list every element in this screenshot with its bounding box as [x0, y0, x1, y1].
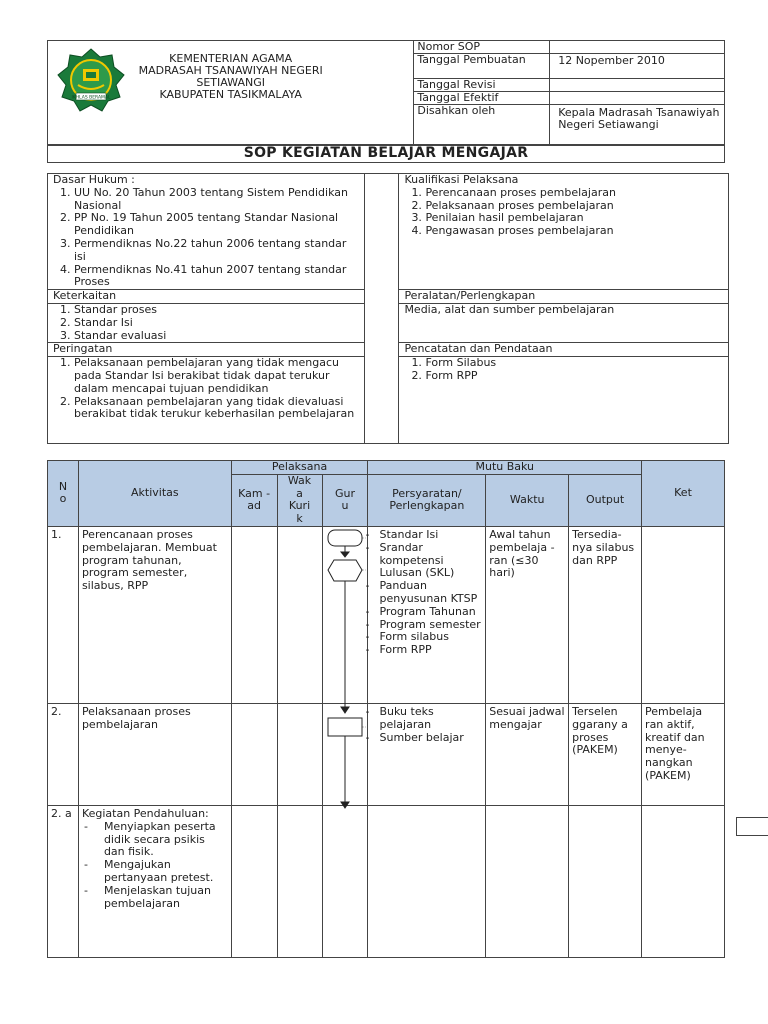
row-ket: Pembelaja ran aktif, kreatif dan menye- nangkan (PAKEM): [642, 703, 725, 805]
list-item: - Sumber belajar: [371, 732, 482, 745]
list-item: - Panduan penyusunan KTSP: [371, 580, 482, 606]
table-row: [48, 703, 725, 805]
org-line: KEMENTERIAN AGAMA: [169, 52, 293, 65]
field-value: Kepala Madrasah Tsanawiyah Negeri Setiawangi: [550, 105, 725, 146]
kualifikasi-section: [399, 174, 729, 290]
cell-guru: [322, 526, 368, 703]
row-ket: [642, 526, 725, 703]
table-row: [48, 805, 725, 957]
row-output: Tersedia- nya silabus dan RPP: [569, 526, 642, 703]
dasar-hukum-section: [48, 174, 365, 290]
list-item: 1. Form Silabus: [425, 357, 723, 370]
cell-wakakurik: [277, 703, 322, 805]
kualifikasi-list: [404, 187, 723, 238]
list-item: 2. Form RPP: [425, 370, 723, 383]
pencatatan-list: [404, 357, 723, 383]
keterkaitan-list: [53, 304, 359, 342]
list-item: 4. Permendiknas No.41 tahun 2007 tentang standar Proses: [74, 264, 359, 290]
row-waktu: Sesuai jadwal mengajar: [486, 703, 569, 805]
cell-guru: [322, 703, 368, 805]
row-output: Terselen ggarany a proses (PAKEM): [569, 703, 642, 805]
row-aktivitas: Perencanaan proses pembelajaran. Membuat program tahunan, program semester, silabus, RPP: [78, 526, 231, 703]
activity-heading: Kegiatan Pendahuluan:: [81, 806, 209, 820]
list-item: 2. Pelaksanaan proses pembelajaran: [425, 200, 723, 213]
sub-activity-list: [82, 821, 228, 911]
ministry-logo: [52, 47, 130, 115]
col-header-ket: Ket: [642, 461, 725, 527]
persyaratan-list: [371, 529, 482, 657]
list-item: 1. Perencanaan proses pembelajaran: [425, 187, 723, 200]
offpage-connector-box: [736, 817, 768, 836]
row-no: 1.: [48, 526, 79, 703]
list-item: - Mengajukan pertanyaan pretest.: [82, 859, 228, 885]
pencatatan-heading: Pencatatan dan Pendataan: [399, 343, 729, 357]
field-label: Nomor SOP: [414, 41, 550, 54]
col-header-mutu-baku: Mutu Baku: [368, 461, 642, 475]
col-header-guru: Gur u: [322, 474, 368, 526]
list-item: 3. Permendiknas No.22 tahun 2006 tentang standar isi: [74, 238, 359, 264]
row-waktu: Awal tahun pembelaja -ran (≤30 hari): [486, 526, 569, 703]
list-item: 3. Penilaian hasil pembelajaran: [425, 212, 723, 225]
row-ket: [642, 805, 725, 957]
procedure-table: [47, 460, 725, 958]
list-item: - Srandar kompetensi Lulusan (SKL): [371, 542, 482, 580]
list-item: - Program Tahunan: [371, 606, 482, 619]
section-heading: Kualifikasi Pelaksana: [404, 173, 519, 186]
col-header-output: Output: [569, 474, 642, 526]
list-item: - Standar Isi: [371, 529, 482, 542]
field-label: Tanggal Pembuatan: [414, 54, 550, 79]
sop-info: [47, 173, 729, 444]
row-no: 2. a: [48, 805, 79, 957]
row-waktu: [486, 805, 569, 957]
persyaratan-list: [371, 706, 482, 744]
col-header-persyaratan: Persyaratan/ Perlengkapan: [368, 474, 486, 526]
list-item: - Menjelaskan tujuan pembelajaran: [82, 885, 228, 911]
list-item: - Program semester: [371, 619, 482, 632]
row-persyaratan: [368, 526, 486, 703]
field-label: Disahkan oleh: [414, 105, 550, 146]
pencatatan-section: [399, 357, 729, 444]
col-header-waktu: Waktu: [486, 474, 569, 526]
table-row: [48, 526, 725, 703]
field-value: [550, 92, 725, 105]
org-line: SETIAWANGI: [196, 76, 265, 89]
row-no: 2.: [48, 703, 79, 805]
col-header-pelaksana: Pelaksana: [231, 461, 368, 475]
peralatan-text: Media, alat dan sumber pembelajaran: [399, 303, 729, 342]
col-header-kamad: Kam -ad: [231, 474, 277, 526]
section-heading: Dasar Hukum :: [53, 173, 135, 186]
list-item: - Menyiapkan peserta didik secara psikis dan fisik.: [82, 821, 228, 859]
list-item: 1. UU No. 20 Tahun 2003 tentang Sistem Pendidikan Nasional: [74, 187, 359, 213]
col-header-wakakurik: Wak a Kuri k: [277, 474, 322, 526]
col-header-aktivitas: Aktivitas: [78, 461, 231, 527]
peringatan-section: [48, 357, 365, 444]
sop-header: [47, 40, 725, 146]
list-item: 1. Pelaksanaan pembelajaran yang tidak mengacu pada Standar Isi berakibat tidak dapat terukur dalam mencapai tujuan pendidikan: [74, 357, 359, 395]
spacer-column: [364, 174, 399, 444]
peringatan-list: [53, 357, 359, 421]
row-aktivitas: [78, 805, 231, 957]
list-item: 4. Pengawasan proses pembelajaran: [425, 225, 723, 238]
list-item: 2. Standar Isi: [74, 317, 359, 330]
peralatan-heading: Peralatan/Perlengkapan: [399, 290, 729, 304]
organization-cell: [48, 41, 414, 146]
cell-guru: [322, 805, 368, 957]
list-item: - Form silabus: [371, 631, 482, 644]
field-label: Tanggal Efektif: [414, 92, 550, 105]
logo-text: IKHLAS BERAMAL: [71, 95, 111, 101]
row-persyaratan: [368, 805, 486, 957]
row-output: [569, 805, 642, 957]
org-line: KABUPATEN TASIKMALAYA: [159, 88, 302, 101]
list-item: 3. Standar evaluasi: [74, 330, 359, 343]
field-value: [550, 41, 725, 54]
keterkaitan-section: [48, 303, 365, 342]
cell-kamad: [231, 805, 277, 957]
cell-kamad: [231, 526, 277, 703]
list-item: 2. PP No. 19 Tahun 2005 tentang Standar Nasional Pendidikan: [74, 212, 359, 238]
field-label: Tanggal Revisi: [414, 79, 550, 92]
dasar-hukum-list: [53, 187, 359, 289]
list-item: - Buku teks pelajaran: [371, 706, 482, 732]
cell-kamad: [231, 703, 277, 805]
row-persyaratan: [368, 703, 486, 805]
keterkaitan-heading: Keterkaitan: [48, 290, 365, 304]
col-header-no: N o: [48, 461, 79, 527]
peringatan-heading: Peringatan: [48, 343, 365, 357]
cell-wakakurik: [277, 805, 322, 957]
list-item: 1. Standar proses: [74, 304, 359, 317]
list-item: - Form RPP: [371, 644, 482, 657]
org-line: MADRASAH TSANAWIYAH NEGERI: [138, 64, 323, 77]
cell-wakakurik: [277, 526, 322, 703]
page-title: SOP KEGIATAN BELAJAR MENGAJAR: [47, 144, 725, 163]
list-item: 2. Pelaksanaan pembelajaran yang tidak dievaluasi berakibat tidak terukur keberhasilan pembelajaran: [74, 396, 359, 422]
row-aktivitas: Pelaksanaan proses pembelajaran: [78, 703, 231, 805]
field-value: 12 Nopember 2010: [550, 54, 725, 79]
field-value: [550, 79, 725, 92]
